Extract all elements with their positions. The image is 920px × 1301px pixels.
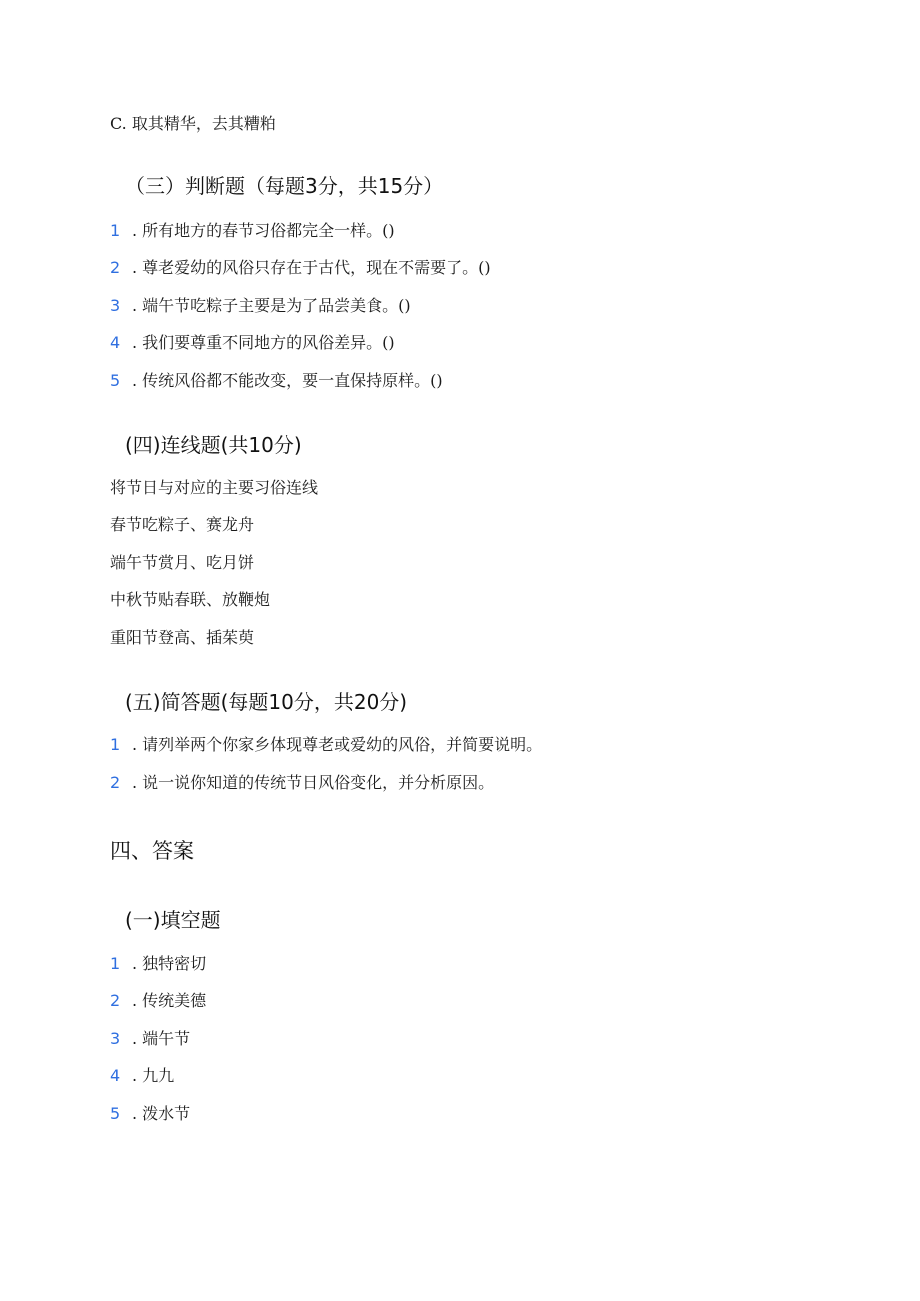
- item-number: 2: [110, 258, 121, 277]
- list-item: [110, 1104, 190, 1124]
- item-text: . 说一说你知道的传统节日风俗变化，并分析原因。: [132, 773, 495, 792]
- option-c: C. 取其精华，去其糟粕: [110, 114, 276, 133]
- item-text: . 尊老爱幼的风俗只存在于古代，现在不需要了。(): [132, 258, 491, 277]
- answers-sub-1-title: (一)填空题: [125, 908, 221, 932]
- item-number: 3: [110, 1029, 121, 1048]
- list-item: [110, 221, 395, 241]
- list-item: [110, 258, 491, 278]
- list-item: 春节吃粽子、赛龙舟: [110, 515, 255, 534]
- list-item: [110, 735, 542, 755]
- item-text: . 端午节: [132, 1029, 191, 1048]
- item-text: . 请列举两个你家乡体现尊老或爱幼的风俗，并简要说明。: [132, 735, 543, 754]
- section-3-title: （三）判断题（每题3分，共15分）: [125, 174, 444, 198]
- item-number: 4: [110, 333, 121, 352]
- item-number: 1: [110, 735, 121, 754]
- instruction-text: 将节日与对应的主要习俗连线: [110, 478, 319, 497]
- list-item: [110, 333, 395, 353]
- list-item: [110, 371, 443, 391]
- item-number: 5: [110, 371, 121, 390]
- list-item: [110, 954, 206, 974]
- item-text: . 端午节吃粽子主要是为了品尝美食。(): [132, 296, 411, 315]
- item-text: . 我们要尊重不同地方的风俗差异。(): [132, 333, 395, 352]
- item-number: 1: [110, 221, 121, 240]
- list-item: [110, 773, 494, 793]
- list-item: 中秋节贴春联、放鞭炮: [110, 590, 271, 609]
- answers-title: 四、答案: [110, 839, 194, 863]
- list-item: [110, 991, 206, 1011]
- item-text: . 泼水节: [132, 1104, 191, 1123]
- list-item: 端午节赏月、吃月饼: [110, 553, 255, 572]
- list-item: 重阳节登高、插茱萸: [110, 628, 255, 647]
- item-text: . 所有地方的春节习俗都完全一样。(): [132, 221, 395, 240]
- list-item: [110, 296, 411, 316]
- item-text: . 传统风俗都不能改变，要一直保持原样。(): [132, 371, 443, 390]
- item-number: 1: [110, 954, 121, 973]
- list-item: [110, 1066, 174, 1086]
- item-number: 3: [110, 296, 121, 315]
- item-text: . 独特密切: [132, 954, 207, 973]
- item-number: 4: [110, 1066, 121, 1085]
- list-item: [110, 1029, 190, 1049]
- item-text: . 九九: [132, 1066, 175, 1085]
- section-5-title: (五)简答题(每题10分，共20分): [125, 690, 408, 714]
- item-number: 2: [110, 991, 121, 1010]
- section-4-title: (四)连线题(共10分): [125, 433, 302, 457]
- item-number: 5: [110, 1104, 121, 1123]
- item-number: 2: [110, 773, 121, 792]
- item-text: . 传统美德: [132, 991, 207, 1010]
